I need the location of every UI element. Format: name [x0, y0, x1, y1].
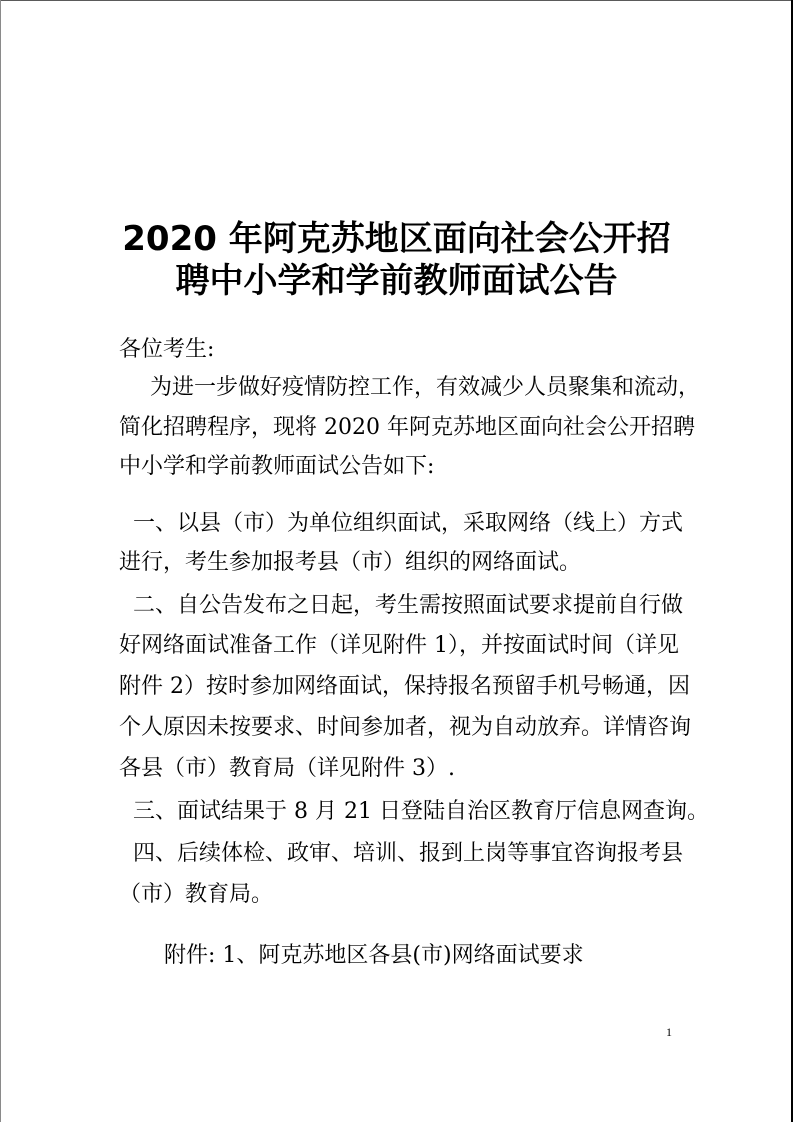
item-2-line: 个人原因未按要求、时间参加者，视为自动放弃。详情咨询 — [119, 715, 692, 740]
item-2-line: 二、自公告发布之日起，考生需按照面试要求提前自行做 — [133, 593, 684, 618]
intro-line: 简化招聘程序，现将 2020 年阿克苏地区面向社会公开招聘 — [119, 415, 695, 440]
intro-line: 为进一步做好疫情防控工作，有效减少人员聚集和流动， — [150, 375, 701, 400]
item-1-line: 进行，考生参加报考县（市）组织的网络面试。 — [119, 550, 582, 575]
page-edge-top — [0, 0, 793, 1]
item-2-line: 附件 2）按时参加网络面试，保持报名预留手机号畅通，因 — [119, 674, 690, 699]
item-3-line: 三、面试结果于 8 月 21 日登陆自治区教育厅信息网查询。 — [133, 799, 709, 824]
item-4-line: （市）教育局。 — [119, 882, 274, 907]
page-edge-left — [0, 0, 1, 1122]
page-number: 1 — [666, 1025, 672, 1039]
document-title-line-2: 聘中小学和学前教师面试公告 — [175, 261, 618, 301]
attachment-line: 附件: 1、阿克苏地区各县(市)网络面试要求 — [164, 943, 584, 968]
salutation: 各位考生: — [119, 337, 215, 362]
item-4-line: 四、后续体检、政审、培训、报到上岗等事宜咨询报考县 — [133, 841, 684, 866]
item-2-line: 各县（市）教育局（详见附件 3）. — [119, 756, 455, 781]
document-title-line-1: 2020 年阿克苏地区面向社会公开招 — [122, 219, 671, 259]
item-2-line: 好网络面试准备工作（详见附件 1），并按面试时间（详见 — [119, 633, 679, 658]
item-1-line: 一、以县（市）为单位组织面试，采取网络（线上）方式 — [133, 511, 684, 536]
intro-line: 中小学和学前教师面试公告如下: — [119, 454, 435, 479]
